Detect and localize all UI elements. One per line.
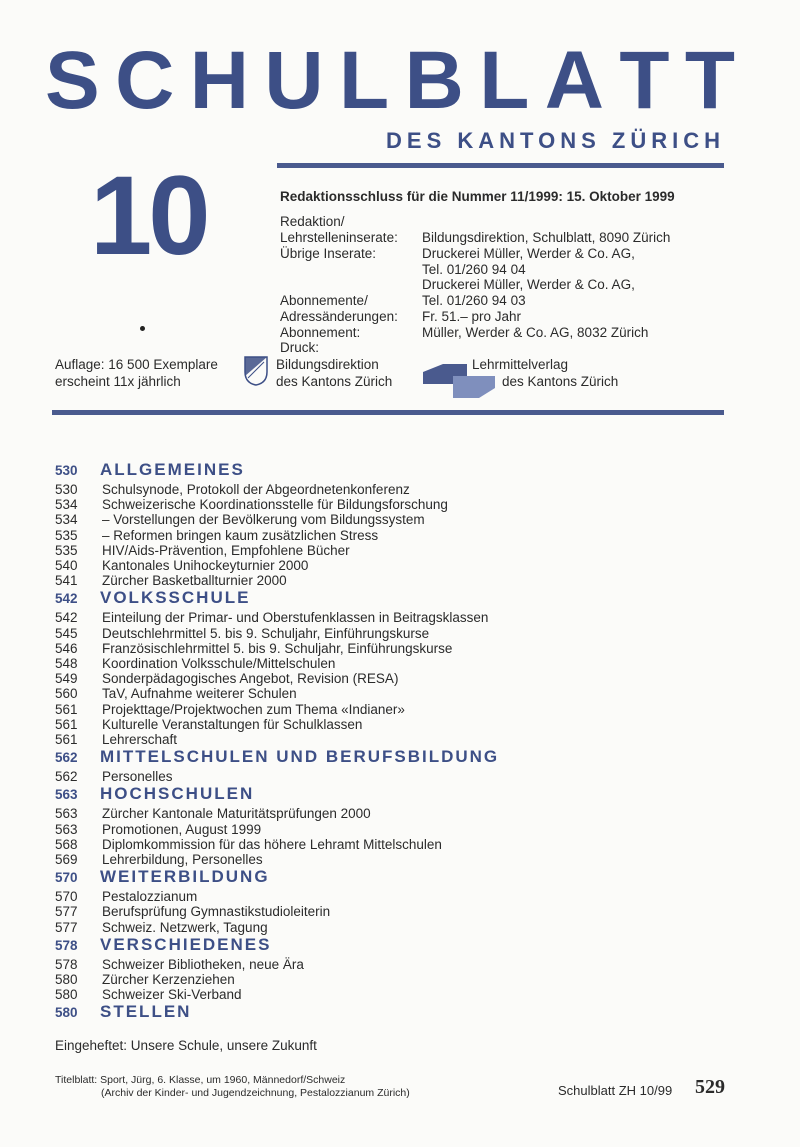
- toc-entry-page: 534: [55, 497, 78, 513]
- toc-entry: [55, 920, 755, 935]
- toc-entry: [55, 543, 755, 558]
- info-label: Redaktion/: [280, 214, 345, 229]
- info-value: Fr. 51.– pro Jahr: [422, 308, 522, 324]
- inserted-note: Eingeheftet: Unsere Schule, unsere Zukunft: [55, 1038, 317, 1053]
- info-value: Tel. 01/260 94 03: [422, 293, 526, 309]
- toc-section-title: MITTELSCHULEN UND BERUFSBILDUNG: [100, 747, 500, 767]
- info-label: Übrige Inserate:: [280, 245, 377, 261]
- toc-entry-title: Berufsprüfung Gymnastikstudioleiterin: [102, 904, 331, 920]
- toc-entry-page: 578: [55, 956, 78, 972]
- toc-entry-page: 568: [55, 836, 78, 852]
- toc-entry-title: Schweizer Ski-Verband: [102, 987, 242, 1003]
- toc-entry: [55, 558, 755, 573]
- toc-entry-title: Personelles: [102, 769, 173, 785]
- toc-section-title: VERSCHIEDENES: [100, 934, 272, 954]
- toc-entry: [55, 497, 755, 512]
- toc-entry: [55, 702, 755, 717]
- toc-entry-title: Kulturelle Veranstaltungen für Schulklassen: [102, 716, 363, 732]
- toc-entry-page: 534: [55, 512, 78, 528]
- toc-entry: [55, 904, 755, 919]
- toc-entry: [55, 837, 755, 852]
- toc-entry-title: HIV/Aids-Prävention, Empfohlene Bücher: [102, 542, 350, 558]
- toc-section-heading: [55, 784, 755, 806]
- toc-entry-page: 561: [55, 716, 78, 732]
- masthead-title: [45, 35, 735, 126]
- publisher-lehrmittelverlag: [472, 356, 618, 390]
- info-value: Müller, Werder & Co. AG, 8032 Zürich: [422, 324, 649, 340]
- toc-section-title: HOCHSCHULEN: [100, 784, 255, 804]
- journal-reference: Schulblatt ZH 10/99: [558, 1083, 673, 1098]
- page-number: 529: [695, 1076, 725, 1098]
- info-label: Abonnement:: [280, 324, 361, 340]
- toc-entry-page: 535: [55, 542, 78, 558]
- toc-entry: [55, 686, 755, 701]
- toc-entry-page: 563: [55, 806, 78, 822]
- toc-entry-page: 530: [55, 482, 78, 497]
- toc-entry: [55, 482, 755, 497]
- info-value: Druckerei Müller, Werder & Co. AG,: [422, 277, 635, 293]
- toc-entry: [55, 512, 755, 527]
- toc-entry-title: – Vorstellungen der Bevölkerung vom Bildungssystem: [102, 512, 425, 528]
- masthead-letter: B: [404, 35, 464, 126]
- toc-entry-page: 535: [55, 527, 78, 543]
- toc-section-page: 570: [55, 870, 78, 886]
- masthead-letter: H: [189, 35, 249, 126]
- toc-entry-title: Französischlehrmittel 5. bis 9. Schuljahr, Einführungskurse: [102, 640, 453, 656]
- print-run-line: Auflage: 16 500 Exemplare: [55, 357, 218, 372]
- toc-section-heading: [55, 935, 755, 957]
- info-label: Lehrstelleninserate:: [280, 229, 398, 245]
- info-values: [422, 230, 670, 341]
- toc-entry-title: Schweizer Bibliotheken, neue Ära: [102, 956, 304, 972]
- toc-entry-title: Projekttage/Projektwochen zum Thema «Indianer»: [102, 701, 405, 717]
- toc-entry: [55, 972, 755, 987]
- print-run: [55, 356, 218, 390]
- toc-section-heading: [55, 1002, 755, 1024]
- toc-entry: [55, 641, 755, 656]
- info-label: [280, 277, 398, 293]
- toc-entry-page: 548: [55, 656, 78, 672]
- toc-entry-title: Sonderpädagogisches Angebot, Revision (RESA): [102, 671, 399, 687]
- masthead-letter: L: [479, 35, 530, 126]
- toc-section-page: 563: [55, 787, 78, 803]
- toc-entry-page: 540: [55, 558, 78, 574]
- toc-entry-title: Lehrerschaft: [102, 732, 178, 748]
- toc-entry: [55, 822, 755, 837]
- toc-section-page: 562: [55, 750, 78, 766]
- header-rule: [277, 163, 724, 168]
- info-value: Druckerei Müller, Werder & Co. AG,: [422, 245, 635, 261]
- toc-entry: [55, 717, 755, 732]
- publisher-bildungsdirektion: [276, 356, 392, 390]
- toc-entry-page: 570: [55, 889, 78, 905]
- toc-entry: [55, 987, 755, 1002]
- toc-entry-title: Zürcher Basketballturnier 2000: [102, 573, 287, 589]
- deadline-notice: Redaktionsschluss für die Nummer 11/1999: 15. Oktober 1999: [280, 189, 675, 204]
- toc-entry-page: 577: [55, 904, 78, 920]
- toc-entry: [55, 769, 755, 784]
- toc-entry-title: Schulsynode, Protokoll der Abgeordnetenkonferenz: [102, 482, 410, 497]
- toc-entry: [55, 626, 755, 641]
- issue-number: 10: [90, 153, 207, 278]
- toc-entry: [55, 656, 755, 671]
- toc-entry: [55, 889, 755, 904]
- toc-entry-page: 546: [55, 640, 78, 656]
- toc-entry-title: Deutschlehrmittel 5. bis 9. Schuljahr, Einführungskurse: [102, 625, 430, 641]
- toc-section-title: WEITERBILDUNG: [100, 867, 270, 887]
- masthead-letter: L: [339, 35, 390, 126]
- print-run-line: erscheint 11x jährlich: [55, 374, 181, 389]
- masthead-letter: T: [619, 35, 670, 126]
- masthead-letter: S: [45, 35, 100, 126]
- toc-entry: [55, 852, 755, 867]
- table-of-contents: [55, 460, 755, 1024]
- info-label: Druck:: [280, 340, 320, 356]
- toc-entry-title: Einteilung der Primar- und Oberstufenklassen in Beitragsklassen: [102, 610, 489, 626]
- info-value: Bildungsdirektion, Schulblatt, 8090 Zürich: [422, 230, 671, 245]
- toc-entry-page: 563: [55, 821, 78, 837]
- toc-entry-page: 560: [55, 686, 78, 702]
- info-label: Abonnemente/: [280, 292, 368, 308]
- publisher-line: Lehrmittelverlag: [472, 357, 569, 372]
- toc-section-title: VOLKSSCHULE: [100, 588, 251, 608]
- toc-entry-title: TaV, Aufnahme weiterer Schulen: [102, 686, 297, 702]
- publisher-line: Bildungsdirektion: [276, 357, 379, 372]
- toc-entry: [55, 806, 755, 821]
- toc-section-page: 542: [55, 591, 78, 607]
- section-rule: [52, 410, 724, 415]
- toc-entry-page: 549: [55, 671, 78, 687]
- bullet-dot: [140, 326, 145, 331]
- publisher-line: des Kantons Zürich: [276, 374, 393, 389]
- toc-entry-title: Schweiz. Netzwerk, Tagung: [102, 919, 268, 935]
- toc-entry-title: Zürcher Kantonale Maturitätsprüfungen 2000: [102, 806, 371, 822]
- masthead-letter: A: [544, 35, 604, 126]
- toc-section-heading: [55, 867, 755, 889]
- masthead-subtitle: DES KANTONS ZÜRICH: [386, 128, 725, 153]
- cover-credit-line: (Archiv der Kinder- und Jugendzeichnung, Pestalozzianum Zürich): [101, 1087, 410, 1099]
- toc-section-page: 578: [55, 937, 78, 953]
- toc-entry-page: 577: [55, 919, 78, 935]
- toc-entry-page: 541: [55, 573, 78, 589]
- cover-credit: [55, 1074, 410, 1100]
- toc-section-page: 530: [55, 463, 78, 478]
- toc-section-title: STELLEN: [100, 1002, 192, 1022]
- toc-entry-title: Diplomkommission für das höhere Lehramt Mittelschulen: [102, 836, 442, 852]
- canton-shield-icon: [244, 356, 268, 386]
- publisher-line: des Kantons Zürich: [502, 374, 619, 389]
- masthead-letter: T: [684, 35, 735, 126]
- toc-entry-page: 542: [55, 610, 78, 626]
- info-label: [280, 261, 398, 277]
- toc-entry: [55, 528, 755, 543]
- toc-section-heading: [55, 747, 755, 769]
- toc-entry: [55, 957, 755, 972]
- toc-entry-title: Zürcher Kerzenziehen: [102, 972, 235, 988]
- toc-entry: [55, 573, 755, 588]
- toc-entry-page: 545: [55, 625, 78, 641]
- toc-entry-title: – Reformen bringen kaum zusätzlichen Stress: [102, 527, 379, 543]
- info-labels: [280, 214, 398, 356]
- toc-entry-page: 561: [55, 732, 78, 748]
- toc-entry-title: Schweizerische Koordinationsstelle für Bildungsforschung: [102, 497, 448, 513]
- toc-entry-title: Koordination Volksschule/Mittelschulen: [102, 656, 336, 672]
- masthead-letter: U: [264, 35, 324, 126]
- toc-section-page: 580: [55, 1005, 78, 1021]
- toc-entry: [55, 610, 755, 625]
- info-label: Adressänderungen:: [280, 308, 398, 324]
- toc-section-heading: [55, 588, 755, 610]
- cover-credit-line: Titelblatt: Sport, Jürg, 6. Klasse, um 1960, Männedorf/Schweiz: [55, 1074, 346, 1086]
- toc-entry: [55, 732, 755, 747]
- info-value: Tel. 01/260 94 04: [422, 261, 526, 277]
- toc-section-title: ALLGEMEINES: [100, 460, 245, 479]
- toc-entry-page: 562: [55, 769, 78, 785]
- toc-entry-page: 561: [55, 701, 78, 717]
- toc-section-heading: [55, 460, 755, 482]
- toc-entry-title: Lehrerbildung, Personelles: [102, 852, 263, 868]
- masthead-letter: C: [115, 35, 175, 126]
- toc-entry-title: Pestalozzianum: [102, 889, 198, 905]
- toc-entry-page: 580: [55, 987, 78, 1003]
- toc-entry: [55, 671, 755, 686]
- toc-entry-page: 580: [55, 972, 78, 988]
- toc-entry-title: Promotionen, August 1999: [102, 821, 262, 837]
- toc-entry-title: Kantonales Unihockeyturnier 2000: [102, 558, 309, 574]
- toc-entry-page: 569: [55, 852, 78, 868]
